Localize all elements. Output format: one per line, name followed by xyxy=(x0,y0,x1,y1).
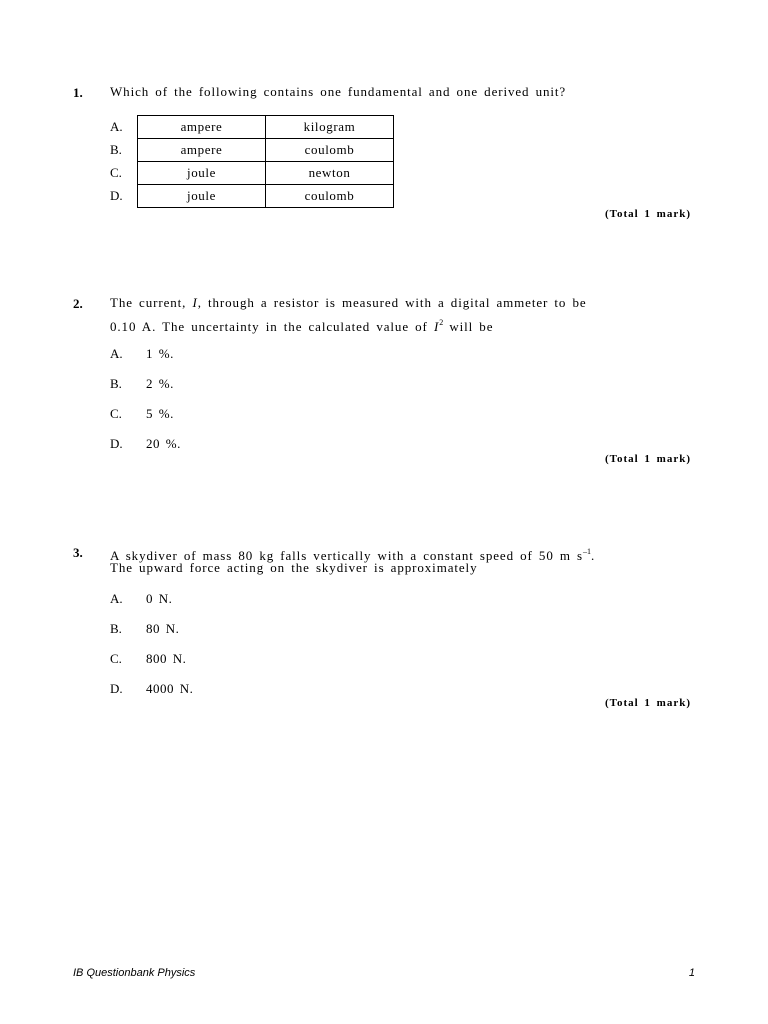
q3-option-c-letter: C. xyxy=(110,651,122,666)
question-2-number: 2. xyxy=(73,296,83,311)
q2-line1-part-b: , through a resistor is measured with a digital ammeter to be xyxy=(197,295,587,310)
unit-exponent: –1 xyxy=(583,547,591,556)
q1-option-a-unit-1: ampere xyxy=(138,116,266,139)
question-1-text: Which of the following contains one fundamental and one derived unit? xyxy=(110,84,567,99)
q1-option-a-letter: A. xyxy=(110,119,123,134)
q2-option-a-text: 1 %. xyxy=(146,346,174,361)
current-symbol: I xyxy=(192,295,198,310)
q1-option-b-unit-2: coulomb xyxy=(266,139,394,162)
question-1-total: (Total 1 mark) xyxy=(604,208,691,220)
q3-line1-part-b: . xyxy=(591,548,596,563)
q2-line2-part-a: 0.10 A. The uncertainty in the calculated value of xyxy=(110,319,428,334)
q2-option-d-text: 20 %. xyxy=(146,436,181,451)
q2-option-b-letter: B. xyxy=(110,376,122,391)
q3-option-c-text: 800 N. xyxy=(146,651,187,666)
q1-option-b-unit-1: ampere xyxy=(138,139,266,162)
q1-option-d-unit-2: coulomb xyxy=(266,185,394,208)
page-number: 1 xyxy=(688,967,695,979)
q2-option-a-letter: A. xyxy=(110,346,123,361)
table-row xyxy=(138,116,394,139)
question-2-total: (Total 1 mark) xyxy=(604,453,691,465)
q3-option-a-text: 0 N. xyxy=(146,591,173,606)
q3-option-a-letter: A. xyxy=(110,591,123,606)
question-3-number: 3. xyxy=(73,545,83,560)
q3-line1-part-a: A skydiver of mass 80 kg falls vertically with a constant speed of 50 m s xyxy=(110,548,583,563)
q1-option-d-letter: D. xyxy=(110,188,123,203)
q1-option-a-unit-2: kilogram xyxy=(266,116,394,139)
q2-option-b-text: 2 %. xyxy=(146,376,174,391)
q1-option-c-letter: C. xyxy=(110,165,122,180)
q3-option-b-letter: B. xyxy=(110,621,122,636)
q2-line2-part-b: will be xyxy=(443,319,494,334)
q1-units-table xyxy=(137,115,394,208)
question-3-total: (Total 1 mark) xyxy=(604,697,691,709)
question-2-line-2 xyxy=(110,315,493,335)
q2-line1-part-a: The current, xyxy=(110,295,187,310)
q1-option-c-unit-1: joule xyxy=(138,162,266,185)
q3-option-b-text: 80 N. xyxy=(146,621,180,636)
current-symbol: I xyxy=(433,319,440,334)
q1-option-c-unit-2: newton xyxy=(266,162,394,185)
square-exponent: 2 xyxy=(439,318,444,327)
q3-option-d-text: 4000 N. xyxy=(146,681,194,696)
table-row xyxy=(138,185,394,208)
q1-option-b-letter: B. xyxy=(110,142,122,157)
table-row xyxy=(138,162,394,185)
question-3-line-2: The upward force acting on the skydiver is approximately xyxy=(110,560,478,575)
q2-option-d-letter: D. xyxy=(110,436,123,451)
q1-option-d-unit-1: joule xyxy=(138,185,266,208)
table-row xyxy=(138,139,394,162)
question-2-line-1 xyxy=(110,295,587,311)
footer-source: IB Questionbank Physics xyxy=(73,967,196,979)
q2-option-c-text: 5 %. xyxy=(146,406,174,421)
q3-option-d-letter: D. xyxy=(110,681,123,696)
question-1-number: 1. xyxy=(73,85,83,100)
q2-option-c-letter: C. xyxy=(110,406,122,421)
